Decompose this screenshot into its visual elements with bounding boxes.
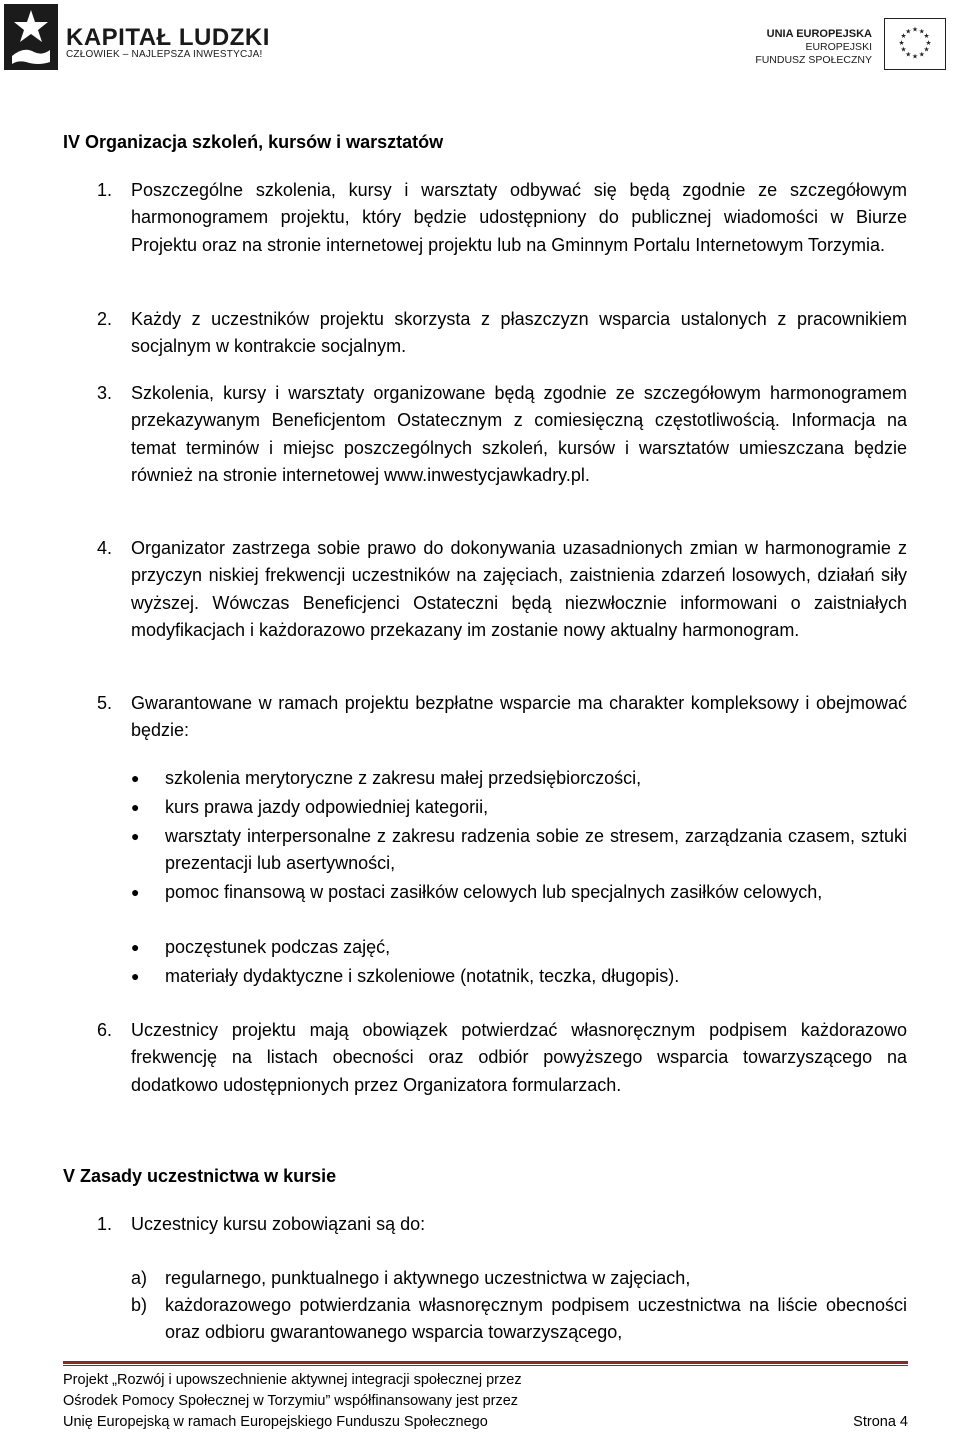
sub-item: regularnego, punktualnego i aktywnego uczestnictwa w zajęciach,: [165, 1268, 691, 1288]
eu-flag-icon: [884, 18, 946, 70]
item-number: 3.: [97, 383, 113, 403]
sub-item: każdorazowego potwierdzania własnoręcznym podpisem uczestnictwa na liście obecności oraz odbioru gwarantowanego wsparcia towarzyszącego,: [165, 1295, 907, 1343]
page-number: Strona 4: [853, 1414, 908, 1430]
bullet-icon: ●: [131, 799, 140, 815]
eu-label-line3: FUNDUSZ SPOŁECZNY: [755, 54, 872, 66]
svg-text:★: ★: [925, 38, 932, 47]
svg-text:★: ★: [911, 25, 919, 34]
eu-label-line1: UNIA EUROPEJSKA: [766, 28, 872, 40]
svg-text:★: ★: [923, 32, 930, 41]
footer-line-1: Projekt „Rozwój i upowszechnienie aktywnej integracji społecznej przez: [63, 1372, 522, 1388]
list-item: Każdy z uczestników projektu skorzysta z płaszczyzn wsparcia ustalonych z pracownikiem socjalnym w kontrakcie socjalnym.: [131, 309, 907, 357]
sub-item-letter: a): [131, 1268, 148, 1288]
svg-text:★: ★: [905, 50, 912, 59]
bullet-icon: ●: [131, 884, 140, 900]
list-item: Uczestnicy projektu mają obowiązek potwierdzać własnoręcznym podpisem każdorazowo frekwencję na listach obecności oraz odbiór powyższego wsparcia towarzyszącego na dodatkowo udostępnionych przez Organizatora formularzach.: [131, 1020, 907, 1095]
bullet-item: warsztaty interpersonalne z zakresu radzenia sobie ze stresem, zarządzania czasem, sztuki prezentacji lub asertywności,: [165, 826, 907, 874]
svg-text:★: ★: [918, 50, 925, 59]
item-number: 2.: [97, 309, 113, 329]
section-5-title: V Zasady uczestnictwa w kursie: [63, 1166, 337, 1186]
list-item: Szkolenia, kursy i warsztaty organizowane będą zgodnie ze szczegółowym harmonogramem przekazywanym Beneficjentom Ostatecznym z comiesięczną częstotliwością. Informacja na temat terminów i miejsc poszczególnych szkoleń, kursów i warsztatów umieszczana będzie również na stronie internetowej www.inwestycjawkadry.pl.: [131, 383, 907, 485]
item-number: 5.: [97, 693, 113, 713]
bullet-icon: ●: [131, 968, 140, 984]
page-header: [0, 0, 960, 80]
bullet-icon: ●: [131, 939, 140, 955]
svg-text:★: ★: [905, 27, 912, 36]
svg-text:★: ★: [918, 27, 925, 36]
footer-divider-thin: [63, 1365, 908, 1366]
footer-line-3: Unię Europejską w ramach Europejskiego Funduszu Społecznego: [63, 1414, 488, 1430]
item-number: 1.: [97, 180, 113, 200]
list-item: Organizator zastrzega sobie prawo do dokonywania uzasadnionych zmian w harmonogramie z przyczyn niskiej frekwencji uczestników na zajęciach, zaistnienia zdarzeń losowych, działań siły wyższej. Wówczas Beneficjenci Ostateczni będą niezwłocznie informowani o zaistniałych modyfikacjach i każdorazowo przekazany im zostanie nowy aktualny harmonogram.: [131, 538, 907, 640]
eu-label: [755, 28, 872, 67]
logo-subtitle: CZŁOWIEK – NAJLEPSZA INWESTYCJA!: [66, 49, 263, 60]
bullet-icon: ●: [131, 828, 140, 844]
bullet-item: kurs prawa jazdy odpowiedniej kategorii,: [165, 797, 489, 817]
bullet-item: materiały dydaktyczne i szkoleniowe (notatnik, teczka, długopis).: [165, 966, 680, 986]
item-number: 4.: [97, 538, 113, 558]
sub-item-letter: b): [131, 1295, 148, 1315]
section-4-title: IV Organizacja szkoleń, kursów i warsztatów: [63, 132, 444, 152]
bullet-item: szkolenia merytoryczne z zakresu małej przedsiębiorczości,: [165, 768, 642, 788]
svg-text:★: ★: [911, 52, 919, 61]
bullet-icon: ●: [131, 770, 140, 786]
svg-text:★: ★: [900, 45, 907, 54]
svg-text:★: ★: [923, 45, 930, 54]
eu-label-line2: EUROPEJSKI: [805, 41, 872, 53]
bullet-item: pomoc finansową w postaci zasiłków celowych lub specjalnych zasiłków celowych,: [165, 882, 823, 902]
logo-title: KAPITAŁ LUDZKI: [66, 24, 270, 51]
list-item: Gwarantowane w ramach projektu bezpłatne wsparcie ma charakter kompleksowy i obejmować będzie:: [131, 693, 907, 741]
page-footer: [63, 1370, 908, 1433]
list-item: Poszczególne szkolenia, kursy i warsztaty odbywać się będą zgodnie ze szczegółowym harmonogramem projektu, który będzie udostępniony do publicznej wiadomości w Biurze Projektu oraz na stronie internetowej projektu lub na Gminnym Portalu Internetowym Torzymia.: [131, 180, 907, 255]
item-number: 6.: [97, 1020, 113, 1040]
footer-line-2: Ośrodek Pomocy Społecznej w Torzymiu” współfinansowany jest przez: [63, 1393, 519, 1409]
item-number: 1.: [97, 1214, 113, 1234]
svg-text:★: ★: [898, 38, 905, 47]
list-item: Uczestnicy kursu zobowiązani są do:: [131, 1214, 426, 1234]
footer-divider: [63, 1361, 908, 1364]
svg-text:★: ★: [900, 32, 907, 41]
kapital-ludzki-logo-icon: [4, 4, 58, 70]
bullet-item: poczęstunek podczas zajęć,: [165, 937, 391, 957]
